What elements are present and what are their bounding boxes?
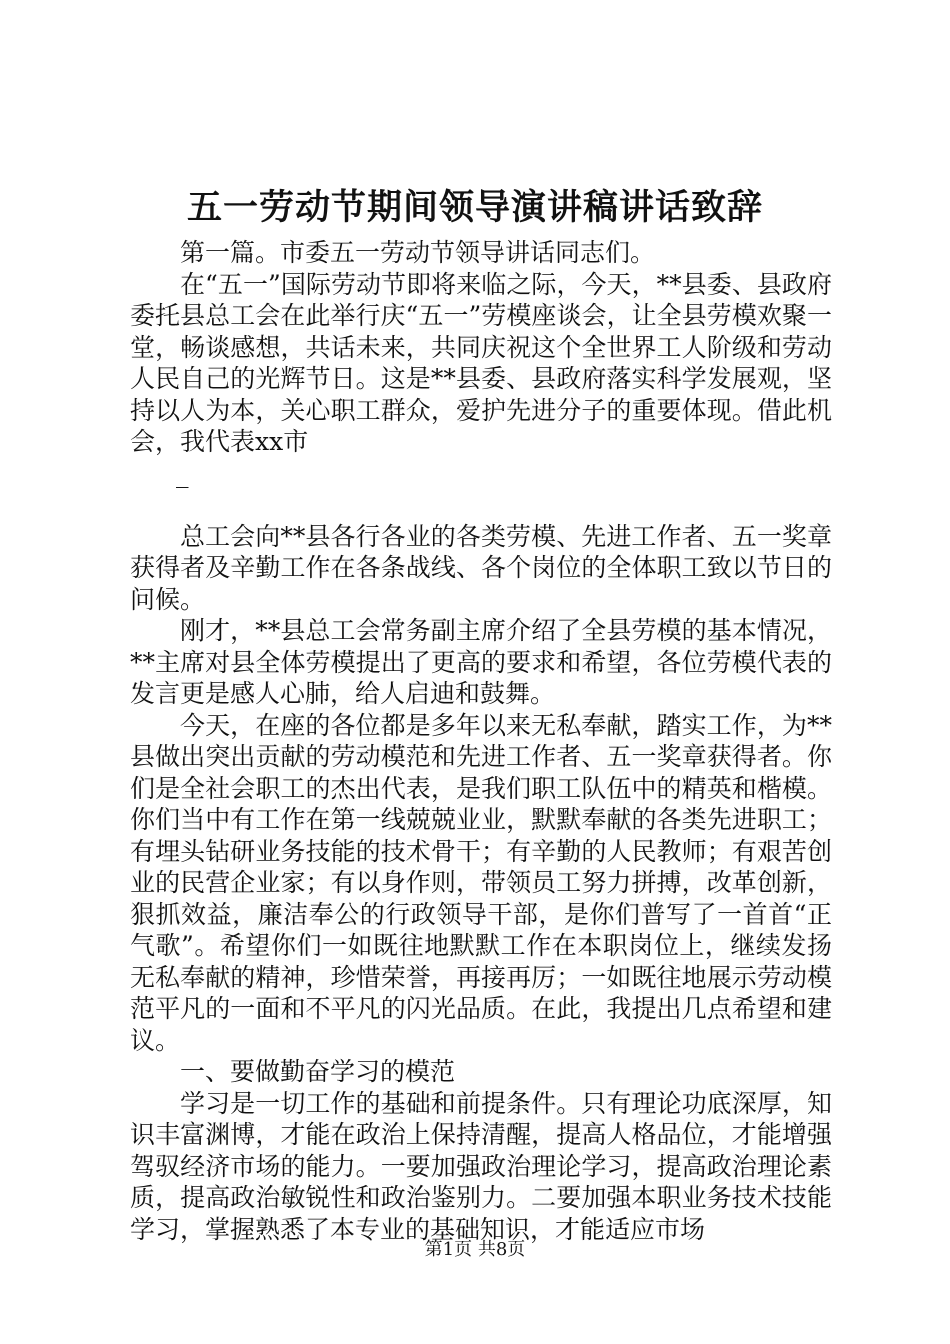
document-body — [130, 237, 832, 1245]
page-footer: 第1页 共8页 — [424, 1239, 526, 1260]
paragraph-praise: 今天，在座的各位都是多年以来无私奉献，踏实工作，为**县做出突出贡献的劳动模范和先进工作者、五一奖章获得者。你们是全社会职工的杰出代表，是我们职工队伍中的精英和楷模。你们当中有工作在第一线兢兢业业，默默奉献的各类先进职工；有埋头钻研业务技能的技术骨干；有辛勤的人民教师；有艰苦创业的民营企业家；有以身作则，带领员工努力拼搏，改革创新，狠抓效益，廉洁奉公的行政领导干部，是你们普写了一首首“正气歌”。希望你们一如既往地默默工作在本职岗位上，继续发扬无私奉献的精神，珍惜荣誉，再接再厉；一如既往地展示劳动模范平凡的一面和不平凡的闪光品质。在此，我提出几点希望和建议。 — [130, 710, 832, 1055]
document-title: 五一劳动节期间领导演讲稿讲话致辞 — [186, 187, 763, 228]
paragraph-study: 学习是一切工作的基础和前提条件。只有理论功底深厚，知识丰富渊博，才能在政治上保持清醒，提高人格品位，才能增强驾驭经济市场的能力。一要加强政治理论学习，提高政治理论素质，提高政治敏锐性和政治鉴别力。二要加强本职业务技术技能学习，掌握熟悉了本专业的基础知识，才能适应市场 — [130, 1088, 832, 1244]
section-heading: 一、要做勤奋学习的模范 — [180, 1057, 456, 1086]
separator-dash: _ — [176, 458, 189, 488]
paragraph-greeting: 在“五一”国际劳动节即将来临之际，今天，**县委、县政府委托县总工会在此举行庆“五一”劳模座谈会，让全县劳模欢聚一堂，畅谈感想，共话未来，共同庆祝这个全世界工人阶级和劳动人民自己的光辉节日。这是**县委、县政府落实科学发展观，坚持以人为本，关心职工群众，爱护先进分子的重要体现。借此机会，我代表xx市 — [130, 269, 832, 456]
paragraph-intro: 第一篇。市委五一劳动节领导讲话同志们。 — [180, 238, 656, 267]
paragraph-review: 刚才，**县总工会常务副主席介绍了全县劳模的基本情况，**主席对县全体劳模提出了更高的要求和希望，各位劳模代表的发言更是感人心肺，给人启迪和鼓舞。 — [130, 616, 832, 708]
paragraph-regards: 总工会向**县各行各业的各类劳模、先进工作者、五一奖章获得者及辛勤工作在各条战线、各个岗位的全体职工致以节日的问候。 — [130, 521, 832, 614]
